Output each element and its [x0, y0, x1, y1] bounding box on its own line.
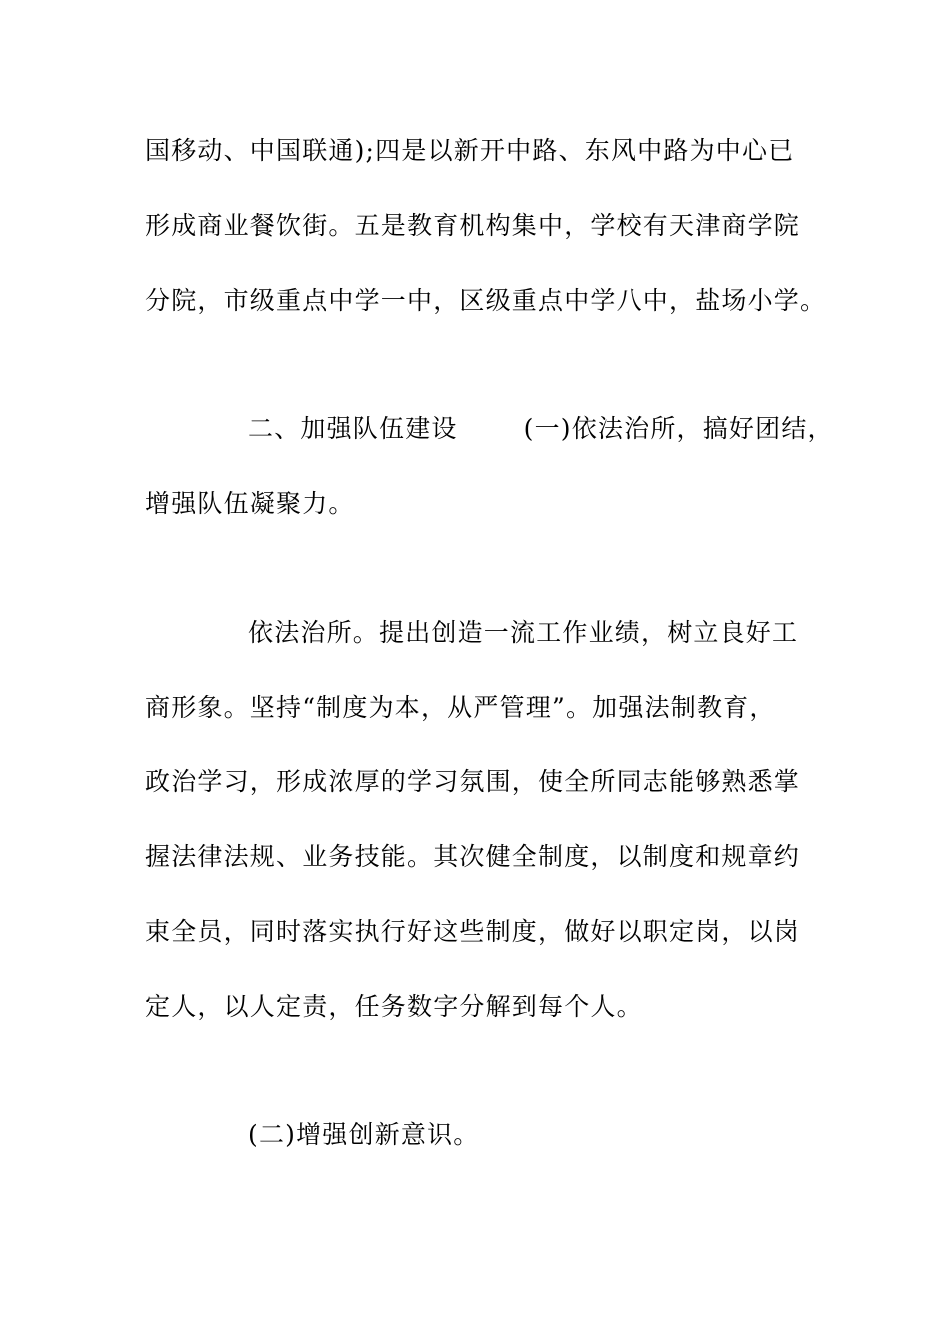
paragraph-1-line-2: 形成商业餐饮街。五是教育机构集中，学校有天津商学院	[145, 211, 801, 240]
paragraph-1-line-1: 国移动、中国联通);四是以新开中路、东风中路为中心已	[145, 136, 795, 165]
section-2-heading-line	[248, 412, 834, 446]
section-2-subheading-continuation: 增强队伍凝聚力。	[145, 489, 355, 518]
paragraph-2-line-3: 政治学习，形成浓厚的学习氛围，使全所同志能够熟悉掌	[145, 767, 801, 796]
paragraph-2-line-1: 依法治所。提出创造一流工作业绩，树立良好工	[248, 618, 799, 647]
section-2-heading: 二、加强队伍建设	[248, 414, 458, 443]
section-2-subheading: (一)依法治所，搞好团结，	[523, 414, 834, 443]
paragraph-2-line-6: 定人，以人定责，任务数字分解到每个人。	[145, 992, 643, 1021]
section-3-heading: (二)增强创新意识。	[248, 1120, 480, 1149]
paragraph-2-line-2: 商形象。坚持“制度为本，从严管理”。加强法制教育，	[145, 693, 776, 722]
paragraph-2-line-5: 束全员，同时落实执行好这些制度，做好以职定岗，以岗	[145, 917, 801, 946]
paragraph-2-line-4: 握法律法规、业务技能。其次健全制度，以制度和规章约	[145, 842, 801, 871]
paragraph-1-line-3: 分院，市级重点中学一中，区级重点中学八中，盐场小学。	[145, 286, 827, 315]
